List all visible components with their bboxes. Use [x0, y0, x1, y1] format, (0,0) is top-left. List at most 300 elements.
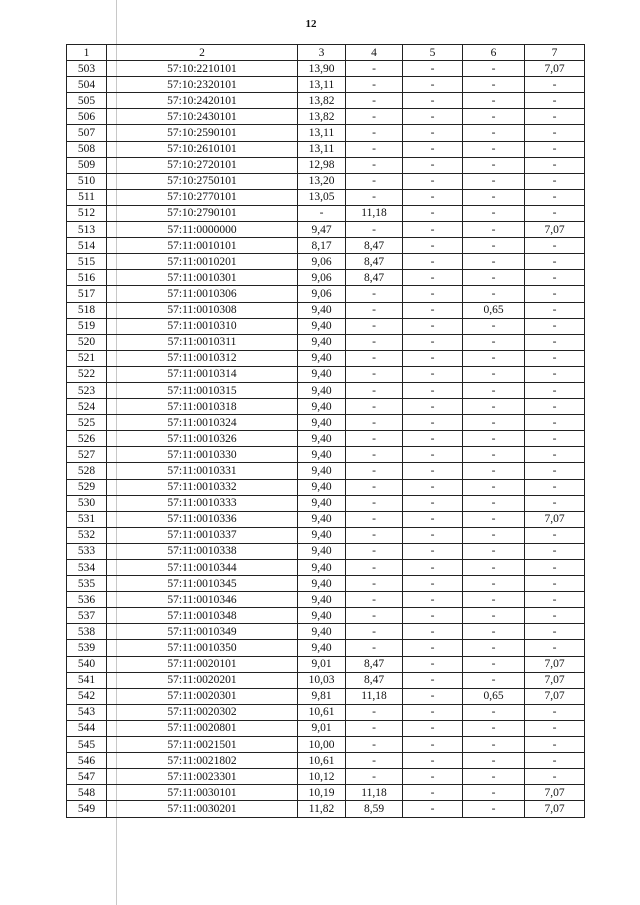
cadastral-code-cell: 57:11:0010324: [107, 415, 298, 431]
value-col6-cell: -: [463, 399, 525, 415]
cadastral-code-cell: 57:11:0010306: [107, 286, 298, 302]
value-col5-cell: -: [403, 479, 463, 495]
value-col4-cell: 11,18: [346, 688, 403, 704]
value-col7-cell: -: [525, 366, 585, 382]
table-row: [67, 61, 585, 77]
value-col6-cell: -: [463, 543, 525, 559]
value-col6-cell: -: [463, 286, 525, 302]
cadastral-code-cell: 57:11:0020201: [107, 672, 298, 688]
cadastral-code-cell: 57:11:0010311: [107, 334, 298, 350]
row-number-cell: 525: [67, 415, 107, 431]
cadastral-code-cell: 57:11:0030101: [107, 785, 298, 801]
value-col5-cell: -: [403, 270, 463, 286]
value-col6-cell: -: [463, 318, 525, 334]
value-col7-cell: -: [525, 302, 585, 318]
cadastral-code-cell: 57:11:0020302: [107, 704, 298, 720]
table-row: [67, 656, 585, 672]
value-col5-cell: -: [403, 511, 463, 527]
value-col6-cell: -: [463, 382, 525, 398]
value-col7-cell: -: [525, 173, 585, 189]
row-number-cell: 535: [67, 576, 107, 592]
row-number-cell: 546: [67, 753, 107, 769]
value-col3-cell: 9,40: [298, 576, 346, 592]
value-col3-cell: 9,40: [298, 415, 346, 431]
cadastral-code-cell: 57:11:0010318: [107, 399, 298, 415]
value-col5-cell: -: [403, 688, 463, 704]
value-col3-cell: 9,40: [298, 366, 346, 382]
table-row: [67, 447, 585, 463]
value-col6-cell: -: [463, 624, 525, 640]
value-col4-cell: -: [346, 141, 403, 157]
value-col6-cell: -: [463, 608, 525, 624]
value-col7-cell: 7,07: [525, 511, 585, 527]
table-row: [67, 495, 585, 511]
table-row: [67, 431, 585, 447]
value-col7-cell: -: [525, 463, 585, 479]
value-col4-cell: -: [346, 173, 403, 189]
cadastral-code-cell: 57:11:0010314: [107, 366, 298, 382]
cadastral-code-cell: 57:11:0010301: [107, 270, 298, 286]
value-col5-cell: -: [403, 447, 463, 463]
row-number-cell: 503: [67, 61, 107, 77]
value-col6-cell: -: [463, 785, 525, 801]
value-col5-cell: -: [403, 399, 463, 415]
value-col5-cell: -: [403, 785, 463, 801]
row-number-cell: 537: [67, 608, 107, 624]
value-col7-cell: 7,07: [525, 688, 585, 704]
cadastral-code-cell: 57:11:0010312: [107, 350, 298, 366]
value-col4-cell: -: [346, 753, 403, 769]
value-col3-cell: 13,82: [298, 93, 346, 109]
value-col3-cell: 13,11: [298, 77, 346, 93]
value-col3-cell: 13,11: [298, 141, 346, 157]
cadastral-code-cell: 57:10:2610101: [107, 141, 298, 157]
value-col4-cell: -: [346, 511, 403, 527]
table-row: [67, 125, 585, 141]
value-col7-cell: -: [525, 350, 585, 366]
table-row: [67, 77, 585, 93]
value-col5-cell: -: [403, 173, 463, 189]
cadastral-code-cell: 57:11:0020801: [107, 720, 298, 736]
value-col4-cell: -: [346, 415, 403, 431]
value-col3-cell: 9,40: [298, 350, 346, 366]
value-col3-cell: 13,05: [298, 189, 346, 205]
value-col4-cell: -: [346, 189, 403, 205]
row-number-cell: 527: [67, 447, 107, 463]
table-row: [67, 318, 585, 334]
value-col6-cell: 0,65: [463, 302, 525, 318]
value-col5-cell: -: [403, 286, 463, 302]
value-col6-cell: -: [463, 801, 525, 817]
value-col5-cell: -: [403, 93, 463, 109]
table-row: [67, 399, 585, 415]
table-row: [67, 753, 585, 769]
cadastral-code-cell: 57:11:0000000: [107, 222, 298, 238]
row-number-cell: 513: [67, 222, 107, 238]
value-col7-cell: 7,07: [525, 61, 585, 77]
column-header-3: 3: [298, 45, 346, 61]
value-col3-cell: 10,00: [298, 737, 346, 753]
row-number-cell: 547: [67, 769, 107, 785]
value-col3-cell: 13,20: [298, 173, 346, 189]
cadastral-code-cell: 57:11:0010331: [107, 463, 298, 479]
value-col6-cell: -: [463, 238, 525, 254]
value-col6-cell: -: [463, 93, 525, 109]
value-col5-cell: -: [403, 189, 463, 205]
table-row: [67, 704, 585, 720]
value-col6-cell: -: [463, 560, 525, 576]
value-col5-cell: -: [403, 109, 463, 125]
row-number-cell: 541: [67, 672, 107, 688]
column-header-5: 5: [403, 45, 463, 61]
value-col5-cell: -: [403, 431, 463, 447]
value-col3-cell: 9,40: [298, 560, 346, 576]
value-col7-cell: -: [525, 93, 585, 109]
value-col6-cell: -: [463, 576, 525, 592]
value-col3-cell: 13,11: [298, 125, 346, 141]
cadastral-code-cell: 57:11:0021501: [107, 737, 298, 753]
value-col4-cell: -: [346, 608, 403, 624]
value-col6-cell: -: [463, 366, 525, 382]
row-number-cell: 519: [67, 318, 107, 334]
value-col3-cell: 9,47: [298, 222, 346, 238]
value-col5-cell: -: [403, 608, 463, 624]
value-col4-cell: -: [346, 576, 403, 592]
row-number-cell: 536: [67, 592, 107, 608]
value-col7-cell: -: [525, 125, 585, 141]
table-row: [67, 382, 585, 398]
value-col6-cell: -: [463, 334, 525, 350]
row-number-cell: 509: [67, 157, 107, 173]
value-col6-cell: -: [463, 527, 525, 543]
value-col4-cell: -: [346, 560, 403, 576]
value-col5-cell: -: [403, 141, 463, 157]
value-col7-cell: -: [525, 270, 585, 286]
cadastral-code-cell: 57:10:2790101: [107, 205, 298, 221]
value-col7-cell: 7,07: [525, 222, 585, 238]
value-col4-cell: -: [346, 77, 403, 93]
value-col6-cell: -: [463, 704, 525, 720]
value-col6-cell: -: [463, 769, 525, 785]
value-col5-cell: -: [403, 222, 463, 238]
value-col4-cell: -: [346, 592, 403, 608]
value-col4-cell: -: [346, 479, 403, 495]
table-row: [67, 608, 585, 624]
value-col6-cell: -: [463, 222, 525, 238]
value-col7-cell: -: [525, 769, 585, 785]
column-header-4: 4: [346, 45, 403, 61]
value-col7-cell: -: [525, 624, 585, 640]
value-col3-cell: 9,40: [298, 431, 346, 447]
table-row: [67, 141, 585, 157]
cadastral-code-cell: 57:11:0010350: [107, 640, 298, 656]
value-col6-cell: -: [463, 479, 525, 495]
row-number-cell: 544: [67, 720, 107, 736]
cadastral-code-cell: 57:11:0010326: [107, 431, 298, 447]
value-col5-cell: -: [403, 592, 463, 608]
table-row: [67, 479, 585, 495]
value-col4-cell: -: [346, 737, 403, 753]
value-col4-cell: -: [346, 640, 403, 656]
column-header-2: 2: [107, 45, 298, 61]
value-col7-cell: -: [525, 334, 585, 350]
value-col3-cell: 10,19: [298, 785, 346, 801]
cadastral-code-cell: 57:11:0020101: [107, 656, 298, 672]
value-col5-cell: -: [403, 350, 463, 366]
row-number-cell: 531: [67, 511, 107, 527]
value-col7-cell: -: [525, 286, 585, 302]
value-col4-cell: 8,47: [346, 238, 403, 254]
value-col3-cell: -: [298, 205, 346, 221]
value-col3-cell: 9,06: [298, 286, 346, 302]
table-row: [67, 672, 585, 688]
value-col7-cell: -: [525, 704, 585, 720]
row-number-cell: 528: [67, 463, 107, 479]
row-number-cell: 530: [67, 495, 107, 511]
table-row: [67, 769, 585, 785]
row-number-cell: 514: [67, 238, 107, 254]
value-col7-cell: -: [525, 479, 585, 495]
value-col5-cell: -: [403, 560, 463, 576]
value-col4-cell: -: [346, 366, 403, 382]
cadastral-code-cell: 57:10:2320101: [107, 77, 298, 93]
cadastral-code-cell: 57:11:0010337: [107, 527, 298, 543]
value-col5-cell: -: [403, 318, 463, 334]
cadastral-code-cell: 57:11:0010349: [107, 624, 298, 640]
row-number-cell: 540: [67, 656, 107, 672]
cadastral-code-cell: 57:11:0010348: [107, 608, 298, 624]
value-col7-cell: 7,07: [525, 672, 585, 688]
table-row: [67, 720, 585, 736]
cadastral-code-cell: 57:10:2430101: [107, 109, 298, 125]
row-number-cell: 543: [67, 704, 107, 720]
value-col5-cell: -: [403, 366, 463, 382]
value-col6-cell: -: [463, 656, 525, 672]
value-col5-cell: -: [403, 720, 463, 736]
cadastral-code-cell: 57:11:0010344: [107, 560, 298, 576]
row-number-cell: 511: [67, 189, 107, 205]
value-col4-cell: -: [346, 495, 403, 511]
value-col7-cell: -: [525, 543, 585, 559]
value-col6-cell: -: [463, 109, 525, 125]
value-col3-cell: 9,06: [298, 270, 346, 286]
value-col6-cell: -: [463, 737, 525, 753]
value-col4-cell: -: [346, 382, 403, 398]
value-col3-cell: 9,01: [298, 720, 346, 736]
value-col3-cell: 9,40: [298, 608, 346, 624]
value-col5-cell: -: [403, 527, 463, 543]
value-col3-cell: 9,40: [298, 302, 346, 318]
table-row: [67, 222, 585, 238]
value-col5-cell: -: [403, 495, 463, 511]
value-col4-cell: -: [346, 157, 403, 173]
value-col5-cell: -: [403, 77, 463, 93]
value-col6-cell: -: [463, 415, 525, 431]
value-col7-cell: -: [525, 157, 585, 173]
value-col7-cell: -: [525, 720, 585, 736]
value-col5-cell: -: [403, 704, 463, 720]
value-col7-cell: -: [525, 640, 585, 656]
value-col4-cell: -: [346, 399, 403, 415]
cadastral-code-cell: 57:10:2750101: [107, 173, 298, 189]
value-col7-cell: -: [525, 205, 585, 221]
value-col4-cell: -: [346, 769, 403, 785]
table-row: [67, 350, 585, 366]
value-col4-cell: -: [346, 302, 403, 318]
value-col7-cell: -: [525, 254, 585, 270]
value-col5-cell: -: [403, 640, 463, 656]
cadastral-code-cell: 57:10:2720101: [107, 157, 298, 173]
cadastral-code-cell: 57:11:0010308: [107, 302, 298, 318]
row-number-cell: 529: [67, 479, 107, 495]
cadastral-code-cell: 57:11:0020301: [107, 688, 298, 704]
value-col6-cell: -: [463, 720, 525, 736]
value-col4-cell: -: [346, 350, 403, 366]
value-col5-cell: -: [403, 125, 463, 141]
value-col3-cell: 9,40: [298, 592, 346, 608]
value-col7-cell: -: [525, 560, 585, 576]
value-col5-cell: -: [403, 769, 463, 785]
row-number-cell: 549: [67, 801, 107, 817]
row-number-cell: 507: [67, 125, 107, 141]
table-row: [67, 640, 585, 656]
cadastral-code-cell: 57:11:0010333: [107, 495, 298, 511]
value-col5-cell: -: [403, 302, 463, 318]
row-number-cell: 508: [67, 141, 107, 157]
value-col5-cell: -: [403, 254, 463, 270]
value-col5-cell: -: [403, 753, 463, 769]
value-col3-cell: 9,40: [298, 334, 346, 350]
row-number-cell: 539: [67, 640, 107, 656]
row-number-cell: 534: [67, 560, 107, 576]
value-col3-cell: 12,98: [298, 157, 346, 173]
table-row: [67, 576, 585, 592]
row-number-cell: 542: [67, 688, 107, 704]
value-col6-cell: -: [463, 189, 525, 205]
cadastral-code-cell: 57:10:2770101: [107, 189, 298, 205]
table-row: [67, 560, 585, 576]
row-number-cell: 517: [67, 286, 107, 302]
value-col4-cell: 8,47: [346, 270, 403, 286]
cadastral-code-cell: 57:11:0021802: [107, 753, 298, 769]
value-col6-cell: -: [463, 61, 525, 77]
value-col3-cell: 9,40: [298, 543, 346, 559]
value-col7-cell: -: [525, 608, 585, 624]
value-col7-cell: -: [525, 399, 585, 415]
value-col6-cell: -: [463, 495, 525, 511]
header-row: [67, 45, 585, 61]
value-col7-cell: -: [525, 109, 585, 125]
table-row: [67, 189, 585, 205]
table-row: [67, 511, 585, 527]
value-col7-cell: 7,07: [525, 785, 585, 801]
value-col5-cell: -: [403, 737, 463, 753]
table-row: [67, 286, 585, 302]
row-number-cell: 526: [67, 431, 107, 447]
value-col4-cell: -: [346, 125, 403, 141]
table-row: [67, 238, 585, 254]
value-col6-cell: -: [463, 77, 525, 93]
value-col3-cell: 9,40: [298, 624, 346, 640]
value-col6-cell: -: [463, 350, 525, 366]
value-col3-cell: 9,40: [298, 640, 346, 656]
table-row: [67, 173, 585, 189]
cadastral-code-cell: 57:10:2210101: [107, 61, 298, 77]
value-col5-cell: -: [403, 205, 463, 221]
table-row: [67, 463, 585, 479]
table-row: [67, 302, 585, 318]
cadastral-code-cell: 57:11:0010346: [107, 592, 298, 608]
table-row: [67, 801, 585, 817]
value-col6-cell: -: [463, 270, 525, 286]
value-col7-cell: 7,07: [525, 801, 585, 817]
value-col3-cell: 9,40: [298, 527, 346, 543]
value-col4-cell: -: [346, 61, 403, 77]
cadastral-code-cell: 57:11:0010345: [107, 576, 298, 592]
value-col4-cell: -: [346, 527, 403, 543]
value-col6-cell: -: [463, 463, 525, 479]
cadastral-code-cell: 57:10:2590101: [107, 125, 298, 141]
value-col4-cell: -: [346, 543, 403, 559]
value-col7-cell: -: [525, 141, 585, 157]
row-number-cell: 516: [67, 270, 107, 286]
value-col7-cell: -: [525, 447, 585, 463]
value-col4-cell: 11,18: [346, 785, 403, 801]
value-col5-cell: -: [403, 238, 463, 254]
value-col7-cell: -: [525, 576, 585, 592]
cadastral-code-cell: 57:11:0010201: [107, 254, 298, 270]
value-col7-cell: -: [525, 238, 585, 254]
table-row: [67, 254, 585, 270]
row-number-cell: 512: [67, 205, 107, 221]
value-col7-cell: -: [525, 431, 585, 447]
value-col3-cell: 9,01: [298, 656, 346, 672]
table-row: [67, 366, 585, 382]
row-number-cell: 538: [67, 624, 107, 640]
table-row: [67, 109, 585, 125]
value-col4-cell: -: [346, 222, 403, 238]
value-col4-cell: 8,47: [346, 672, 403, 688]
value-col4-cell: -: [346, 109, 403, 125]
value-col6-cell: -: [463, 592, 525, 608]
row-number-cell: 520: [67, 334, 107, 350]
value-col7-cell: -: [525, 495, 585, 511]
value-col3-cell: 9,06: [298, 254, 346, 270]
value-col4-cell: -: [346, 286, 403, 302]
value-col6-cell: -: [463, 157, 525, 173]
table-row: [67, 157, 585, 173]
value-col7-cell: -: [525, 318, 585, 334]
table-row: [67, 737, 585, 753]
value-col5-cell: -: [403, 334, 463, 350]
data-table: [66, 44, 585, 818]
value-col5-cell: -: [403, 463, 463, 479]
value-col6-cell: -: [463, 141, 525, 157]
value-col3-cell: 10,03: [298, 672, 346, 688]
value-col6-cell: -: [463, 672, 525, 688]
value-col3-cell: 9,40: [298, 511, 346, 527]
cadastral-code-cell: 57:11:0010315: [107, 382, 298, 398]
value-col7-cell: -: [525, 527, 585, 543]
value-col3-cell: 9,40: [298, 318, 346, 334]
table-row: [67, 688, 585, 704]
value-col3-cell: 8,17: [298, 238, 346, 254]
cadastral-code-cell: 57:11:0010338: [107, 543, 298, 559]
value-col7-cell: -: [525, 753, 585, 769]
table-row: [67, 205, 585, 221]
column-header-6: 6: [463, 45, 525, 61]
table-row: [67, 334, 585, 350]
